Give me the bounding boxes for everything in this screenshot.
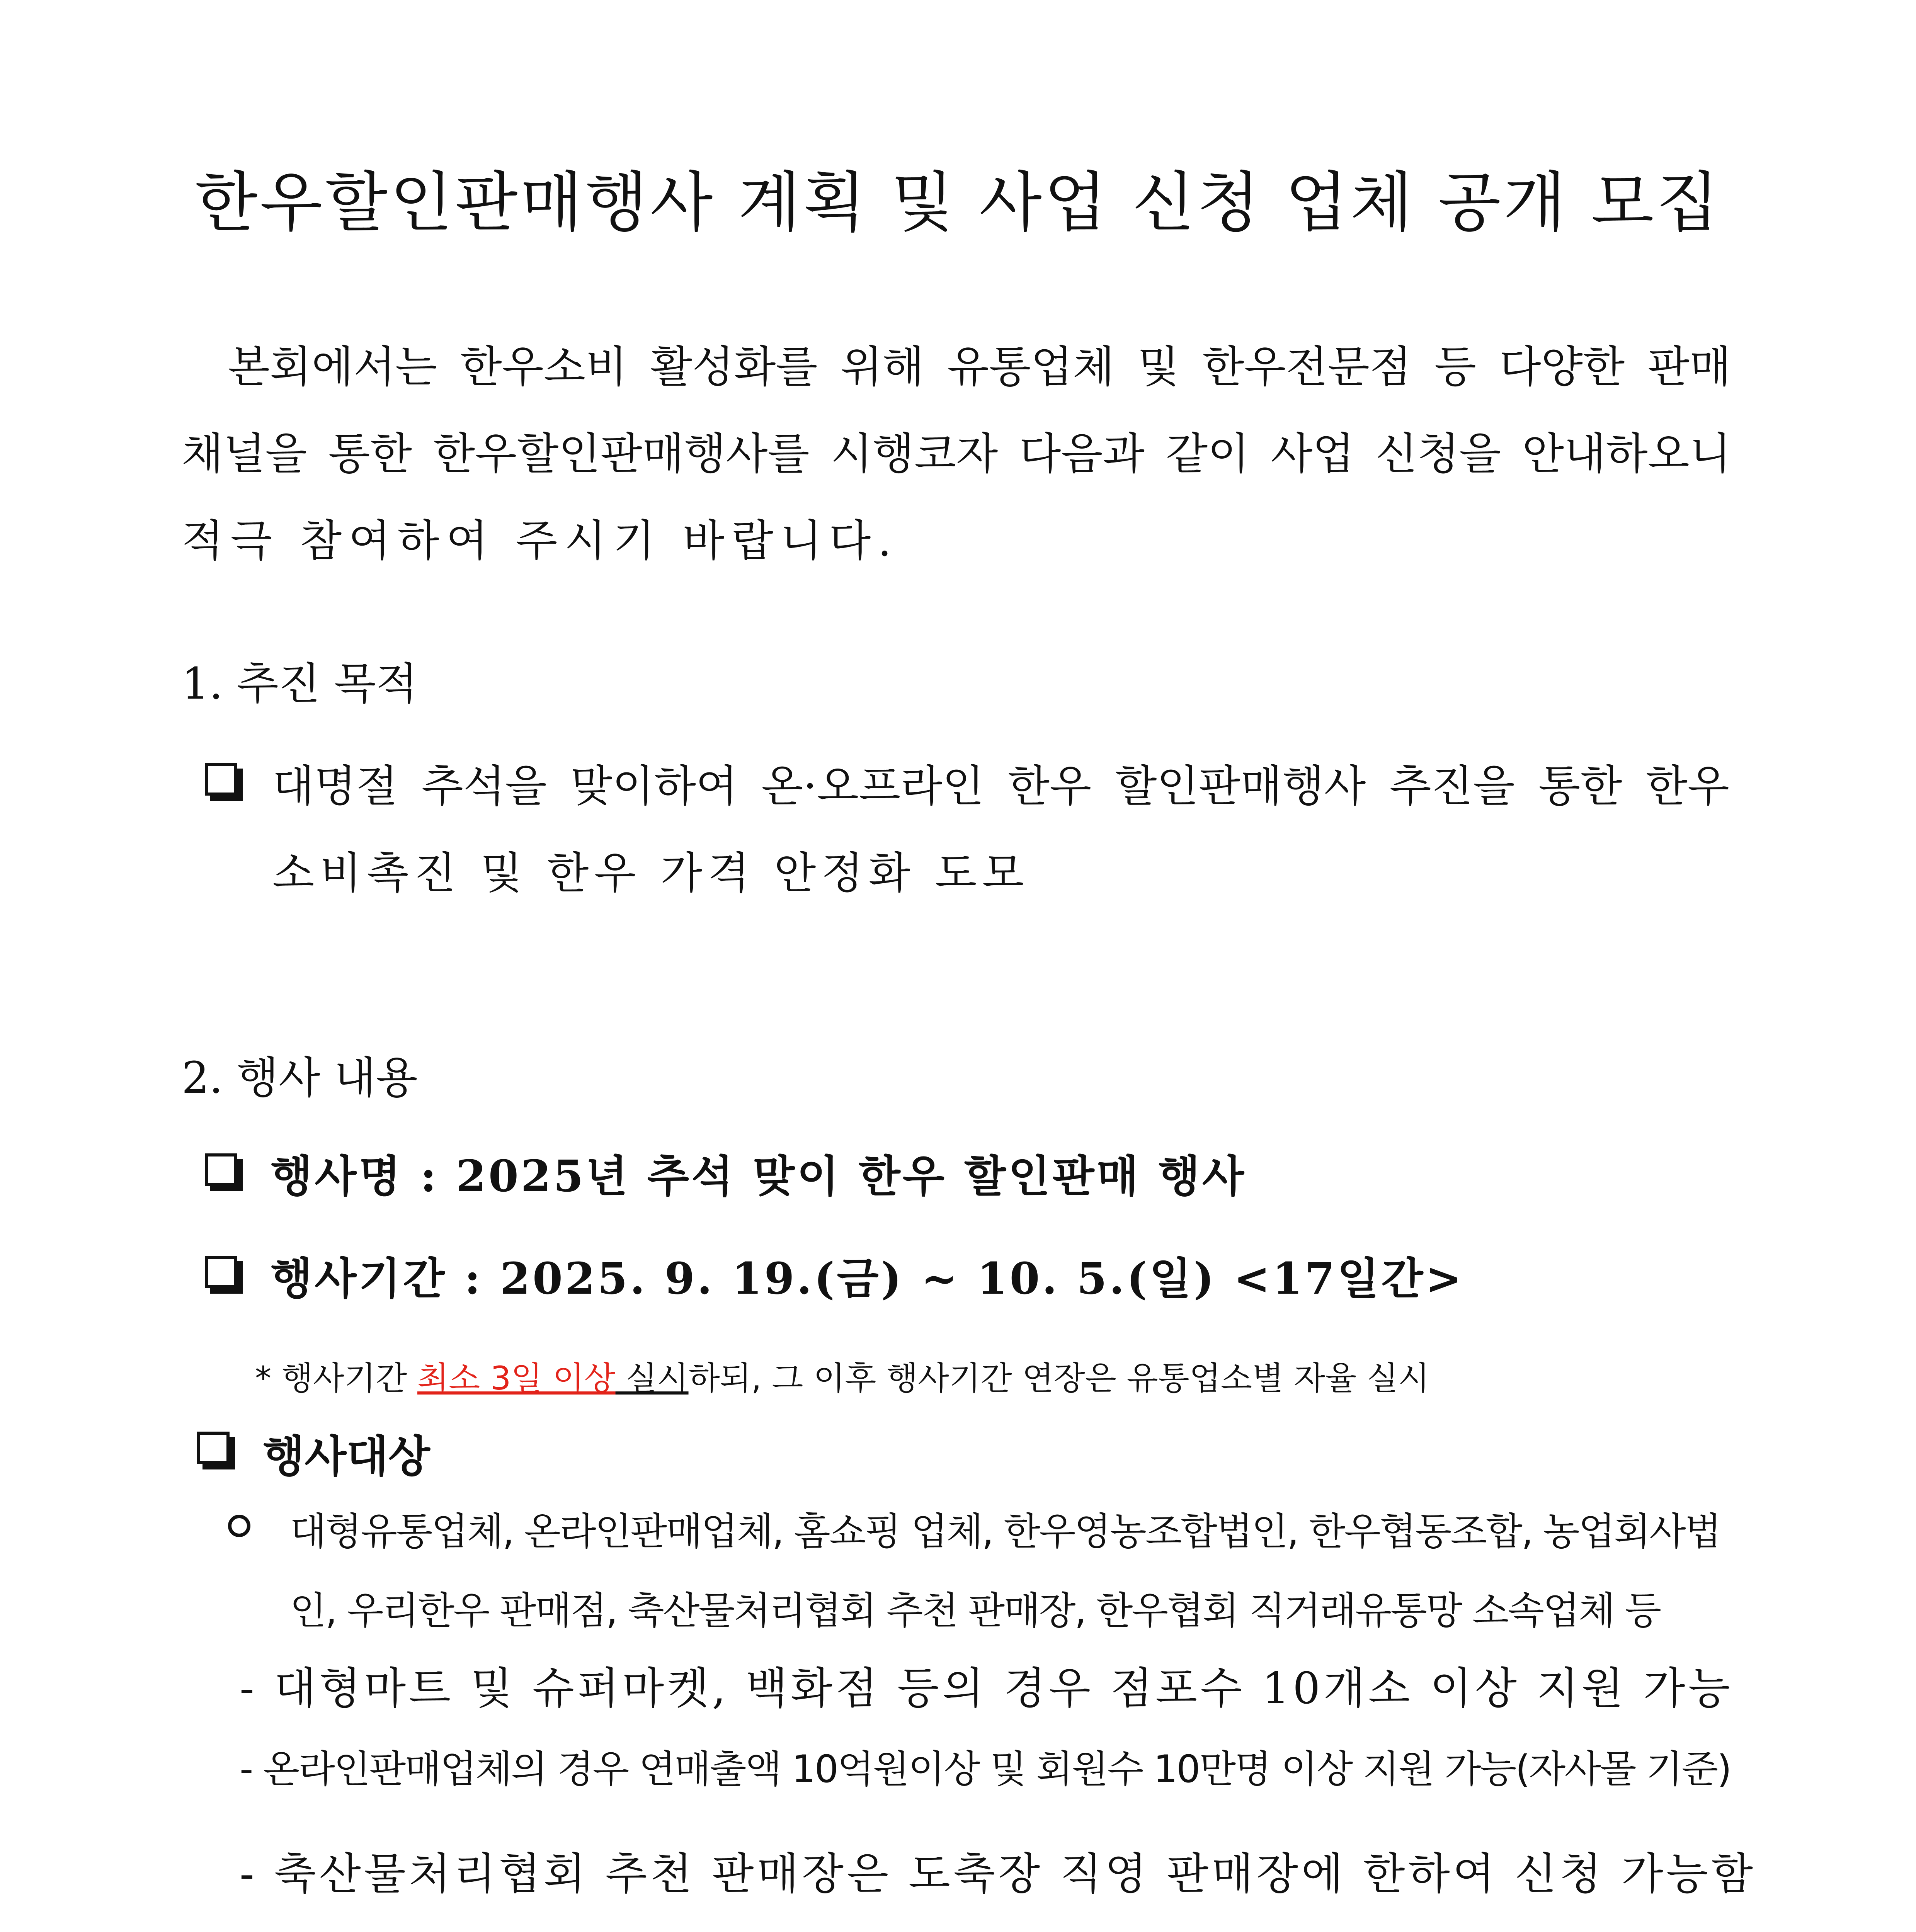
note-highlight: 최소 3일 이상 (417, 1359, 616, 1397)
event-name: 행사명 : 2025년 추석 맞이 한우 할인판매 행사 (271, 1151, 1247, 1202)
note-prefix: * 행사기간 (255, 1359, 417, 1397)
document-title: 한우할인판매행사 계획 및 사업 신청 업체 공개 모집 (195, 165, 1721, 240)
section-1-item-line-1: 대명절 추석을 맞이하여 온·오프라인 한우 할인판매행사 추진을 통한 한우 (272, 761, 1729, 811)
checkbox-square-icon (197, 1432, 230, 1464)
intro-line-3: 적극 참여하여 주시기 바랍니다. (182, 516, 898, 566)
checkbox-square-icon (205, 763, 237, 796)
event-period: 행사기간 : 2025. 9. 19.(금) ~ 10. 5.(일) <17일간> (271, 1253, 1464, 1304)
section-2-heading: 2. 행사 내용 (182, 1053, 418, 1103)
intro-line-1 (182, 332, 1731, 395)
target-dash-3: - 축산물처리협회 추천 판매장은 도축장 직영 판매장에 한하여 신청 가능함 (240, 1849, 1756, 1899)
intro-line-2: 채널을 통한 한우할인판매행사를 시행코자 다음과 같이 사업 신청을 안내하오니 (182, 429, 1731, 479)
target-heading: 행사대상 (263, 1431, 430, 1482)
checkbox-square-icon (205, 1256, 237, 1288)
intro-text-1: 본회에서는 한우소비 활성화를 위해 유통업체 및 한우전문점 등 다양한 판매 (228, 342, 1731, 392)
circle-bullet-icon (228, 1515, 250, 1537)
section-1-item-line-2: 소비촉진 및 한우 가격 안정화 도모 (272, 848, 1029, 898)
target-dash-1: - 대형마트 및 슈퍼마켓, 백화점 등의 경우 점포수 10개소 이상 지원 가능 (240, 1663, 1733, 1714)
note-mid: 실시 (615, 1359, 689, 1397)
section-1-heading: 1. 추진 목적 (182, 659, 418, 709)
target-line-1: 대형유통업체, 온라인판매업체, 홈쇼핑 업체, 한우영농조합법인, 한우협동조합, 농업회사법 (290, 1510, 1720, 1554)
target-dash-2: - 온라인판매업체의 경우 연매출액 10억원이상 및 회원수 10만명 이상 지원 가능(자사몰 기준) (240, 1747, 1731, 1791)
target-line-2: 인, 우리한우 판매점, 축산물처리협회 추천 판매장, 한우협회 직거래유통망 소속업체 등 (290, 1589, 1661, 1633)
event-period-note (255, 1352, 1429, 1399)
checkbox-square-icon (205, 1153, 237, 1186)
note-suffix: 하되, 그 이후 행사기간 연장은 유통업소별 자율 실시 (688, 1359, 1430, 1397)
